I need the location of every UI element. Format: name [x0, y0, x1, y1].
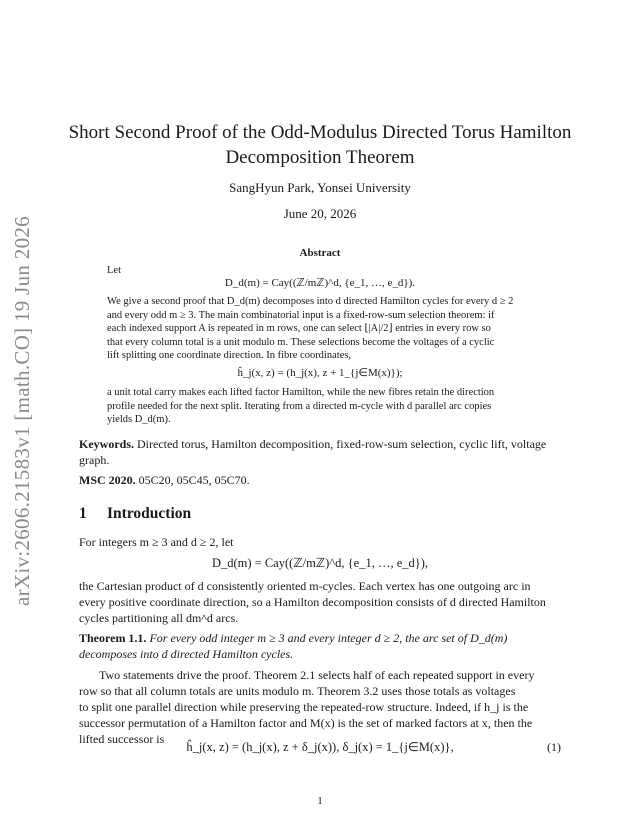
msc-block — [79, 472, 561, 488]
intro-paragraph — [79, 578, 561, 626]
intro-equation: D_d(m) = Cay((ℤ/mℤ)^d, {e_1, …, e_d}), — [211, 556, 429, 570]
keywords-text: Directed torus, Hamilton decomposition, fixed-row-sum selection, cyclic lift, voltage — [137, 437, 547, 451]
msc-label: MSC 2020. — [79, 473, 136, 487]
abstract-line: lift splitting one coordinate direction. In fibre coordinates, — [107, 350, 352, 362]
date-line: June 20, 2026 — [283, 206, 357, 221]
abstract-heading: Abstract — [299, 247, 341, 259]
theorem-1-1 — [79, 630, 561, 662]
paragraph-line: lifted successor is — [79, 732, 165, 746]
intro-line: the Cartesian product of d consistently oriented m-cycles. Each vertex has one outgoing arc in — [79, 579, 531, 593]
theorem-statement: For every odd integer m ≥ 3 and every integer d ≥ 2, the arc set of D_d(m) — [149, 631, 508, 645]
abstract-equation-2: ĥ_j(x, z) = (h_j(x), z + 1_{j∈M(x)}); — [237, 367, 403, 379]
abstract-let: Let — [107, 265, 121, 276]
abstract-equation-1: D_d(m) = Cay((ℤ/mℤ)^d, {e_1, …, e_d}). — [224, 277, 416, 289]
msc-text: 05C20, 05C45, 05C70. — [138, 473, 250, 487]
page-number: 1 — [317, 795, 323, 807]
title-line-1: Short Second Proof of the Odd-Modulus Directed Torus Hamilton — [68, 122, 572, 143]
arxiv-identifier-stamp: arXiv:2606.21583v1 [math.CO] 19 Jun 2026 — [10, 216, 34, 606]
equation-number: (1) — [547, 740, 561, 754]
theorem-statement-cont: decomposes into d directed Hamilton cycles. — [79, 647, 294, 661]
title-line-2: Decomposition Theorem — [225, 147, 415, 168]
proof-overview-paragraph — [79, 667, 561, 747]
paragraph-line: successor permutation of a Hamilton factor and M(x) is the set of marked factors at x, then the — [79, 716, 533, 730]
intro-line: every positive coordinate direction, so a Hamilton decomposition consists of d directed Hamilton — [79, 595, 546, 609]
abstract-line: a unit total carry makes each lifted factor Hamilton, while the new fibres retain the direction — [107, 387, 495, 398]
paragraph-line: to split one parallel direction while preserving the repeated-row structure. Indeed, if h_j is the — [79, 700, 529, 714]
theorem-label: Theorem 1.1. — [79, 631, 147, 645]
author-line: SangHyun Park, Yonsei University — [229, 180, 411, 195]
keywords-label: Keywords. — [79, 437, 134, 451]
section-number: 1 — [79, 505, 87, 522]
intro-line: cycles partitioning all dm^d arcs. — [79, 611, 239, 625]
paragraph-line: Two statements drive the proof. Theorem 2.1 selects half of each repeated support in every — [99, 668, 535, 682]
abstract-line: and every odd m ≥ 3. The main combinatorial input is a fixed-row-sum selection theorem: if — [107, 309, 495, 321]
intro-lead: For integers m ≥ 3 and d ≥ 2, let — [79, 535, 234, 549]
section-title: Introduction — [107, 505, 192, 522]
abstract-line: each indexed support A is repeated in m rows, one can select ⌊|A|/2⌋ entries in every row so — [107, 323, 491, 335]
abstract-line: that every column total is a unit modulo m. These selections become the voltages of a cyclic — [107, 336, 495, 348]
section-heading-introduction — [79, 505, 191, 523]
abstract-paragraph-2 — [107, 386, 533, 427]
keywords-block — [79, 436, 561, 468]
paragraph-line: row so that all column totals are units modulo m. Theorem 3.2 uses those totals as voltages — [79, 684, 516, 698]
abstract-line: We give a second proof that D_d(m) decomposes into d directed Hamilton cycles for every d ≥ 2 — [107, 296, 514, 307]
keywords-text-cont: graph. — [79, 453, 110, 467]
abstract-line: yields D_d(m). — [107, 414, 171, 426]
lifted-successor-equation: ĥ_j(x, z) = (h_j(x), z + δ_j(x)), δ_j(x) = 1_{j∈M(x)}, — [186, 740, 454, 754]
abstract-line: profile needed for the next split. Iterating from a directed m-cycle with d parallel arc copies — [107, 400, 492, 412]
abstract-paragraph-1 — [107, 295, 533, 363]
paper-title — [60, 120, 580, 170]
